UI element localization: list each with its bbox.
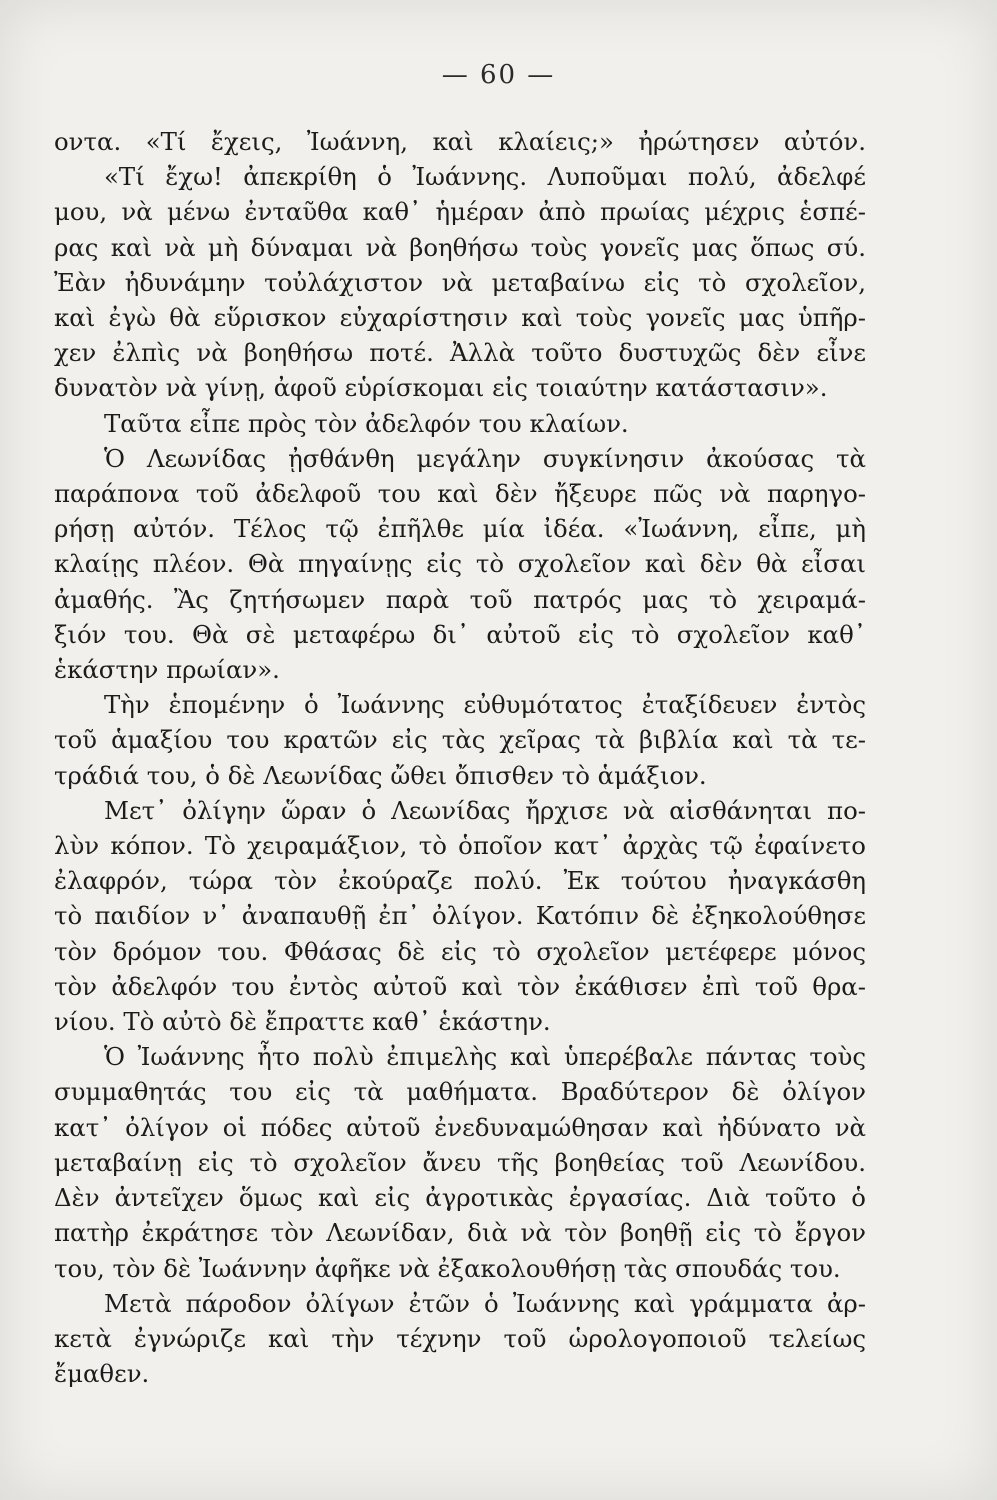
text-line: Ὁ Ἰωάννης ἦτο πολὺ ἐπιμελὴς καὶ ὑπερέβαλε πάντας τοὺς bbox=[104, 1042, 866, 1072]
text-line: ρας καὶ νὰ μὴ δύναμαι νὰ βοηθήσω τοὺς γονεῖς μας ὅπως σύ. bbox=[54, 232, 866, 262]
text-line: ἔμαθεν. bbox=[54, 1359, 150, 1389]
text-line: κατ᾽ ὀλίγον οἱ πόδες αὐτοῦ ἐνεδυναμώθησαν καὶ ἠδύνατο νὰ bbox=[54, 1112, 866, 1142]
text-line: Μετὰ πάροδον ὀλίγων ἐτῶν ὁ Ἰωάννης καὶ γράμματα ἀρ- bbox=[104, 1288, 866, 1318]
text-line: του, τὸν δὲ Ἰωάννην ἀφῆκε νὰ ἐξακολουθήσῃ τὰς σπουδάς του. bbox=[54, 1253, 841, 1283]
text-line: ἐλαφρόν, τώρα τὸν ἐκούραζε πολύ. Ἐκ τούτου ἠναγκάσθη bbox=[54, 866, 866, 896]
text-line: τοῦ ἁμαξίου του κρατῶν εἰς τὰς χεῖρας τὰ βιβλία καὶ τὰ τε- bbox=[54, 725, 866, 755]
text-line: παράπονα τοῦ ἀδελφοῦ του καὶ δὲν ἤξευρε πῶς νὰ παρηγο- bbox=[54, 479, 866, 509]
text-line: «Τί ἔχω! ἀπεκρίθη ὁ Ἰωάννης. Λυποῦμαι πολύ, ἀδελφέ bbox=[104, 162, 866, 192]
text-line: νίου. Τὸ αὐτὸ δὲ ἔπραττε καθ᾽ ἑκάστην. bbox=[54, 1007, 551, 1037]
text-line: ρήσῃ αὐτόν. Τέλος τῷ ἐπῆλθε μία ἰδέα. «Ἰωάννη, εἶπε, μὴ bbox=[54, 514, 866, 544]
page-number: — 60 — bbox=[441, 60, 556, 90]
text-line: ἑκάστην πρωίαν». bbox=[54, 655, 280, 685]
text-line: ἀμαθής. Ἂς ζητήσωμεν παρὰ τοῦ πατρός μας τὸ χειραμά- bbox=[54, 584, 866, 614]
text-line: καὶ ἐγὼ θὰ εὕρισκον εὐχαρίστησιν καὶ τοὺς γονεῖς μας ὑπῆρ- bbox=[54, 303, 866, 333]
text-line: μου, νὰ μένω ἐνταῦθα καθ᾽ ἡμέραν ἀπὸ πρωίας μέχρις ἑσπέ- bbox=[54, 197, 866, 227]
text-line: δυνατὸν νὰ γίνῃ, ἀφοῦ εὑρίσκομαι εἰς τοιαύτην κατάστασιν». bbox=[54, 373, 828, 403]
text-line: οντα. «Τί ἔχεις, Ἰωάννη, καὶ κλαίεις;» ἠρώτησεν αὐτόν. bbox=[54, 127, 866, 156]
text-line: Ὁ Λεωνίδας ᾐσθάνθη μεγάλην συγκίνησιν ἀκούσας τὰ bbox=[104, 443, 866, 473]
text-line: Τὴν ἑπομένην ὁ Ἰωάννης εὐθυμότατος ἐταξίδευεν ἐντὸς bbox=[104, 690, 866, 720]
text-line: πατὴρ ἐκράτησε τὸν Λεωνίδαν, διὰ νὰ τὸν βοηθῇ εἰς τὸ ἔργον bbox=[54, 1218, 866, 1248]
text-line: Δὲν ἀντεῖχεν ὅμως καὶ εἰς ἀγροτικὰς ἐργασίας. Διὰ τοῦτο ὁ bbox=[54, 1183, 866, 1213]
text-line: λὺν κόπον. Τὸ χειραμάξιον, τὸ ὁποῖον κατ᾽ ἀρχὰς τῷ ἐφαίνετο bbox=[54, 831, 866, 861]
text-line: μεταβαίνῃ εἰς τὸ σχολεῖον ἄνευ τῆς βοηθείας τοῦ Λεωνίδου. bbox=[54, 1147, 866, 1177]
text-line: τὸ παιδίον ν᾽ ἀναπαυθῇ ἐπ᾽ ὀλίγον. Κατόπιν δὲ ἐξηκολούθησε bbox=[54, 901, 866, 931]
text-line: συμμαθητάς του εἰς τὰ μαθήματα. Βραδύτερον δὲ ὀλίγον bbox=[54, 1077, 866, 1107]
text-line: τράδιά του, ὁ δὲ Λεωνίδας ὤθει ὄπισθεν τὸ ἁμάξιον. bbox=[54, 760, 707, 790]
text-line: τὸν δρόμον του. Φθάσας δὲ εἰς τὸ σχολεῖον μετέφερε μόνος bbox=[54, 936, 866, 966]
text-line: χεν ἐλπὶς νὰ βοηθήσω ποτέ. Ἀλλὰ τοῦτο δυστυχῶς δὲν εἶνε bbox=[54, 338, 866, 368]
text-line: Ταῦτα εἶπε πρὸς τὸν ἀδελφόν του κλαίων. bbox=[104, 408, 629, 438]
text-line: κετὰ ἐγνώριζε καὶ τὴν τέχνην τοῦ ὡρολογοποιοῦ τελείως bbox=[54, 1323, 866, 1353]
text-line: Μετ᾽ ὀλίγην ὥραν ὁ Λεωνίδας ἤρχισε νὰ αἰσθάνηται πο- bbox=[104, 795, 866, 825]
text-line: κλαίῃς πλέον. Θὰ πηγαίνῃς εἰς τὸ σχολεῖον καὶ δὲν θὰ εἶσαι bbox=[54, 549, 866, 579]
body-text bbox=[54, 124, 866, 1391]
text-line: τὸν ἀδελφόν του ἐντὸς αὐτοῦ καὶ τὸν ἐκάθισεν ἐπὶ τοῦ θρα- bbox=[54, 971, 866, 1001]
text-line: Ἐὰν ἠδυνάμην τοὐλάχιστον νὰ μεταβαίνω εἰς τὸ σχολεῖον, bbox=[54, 267, 866, 297]
text-line: ξιόν του. Θὰ σὲ μεταφέρω δι᾽ αὐτοῦ εἰς τὸ σχολεῖον καθ᾽ bbox=[54, 619, 866, 649]
